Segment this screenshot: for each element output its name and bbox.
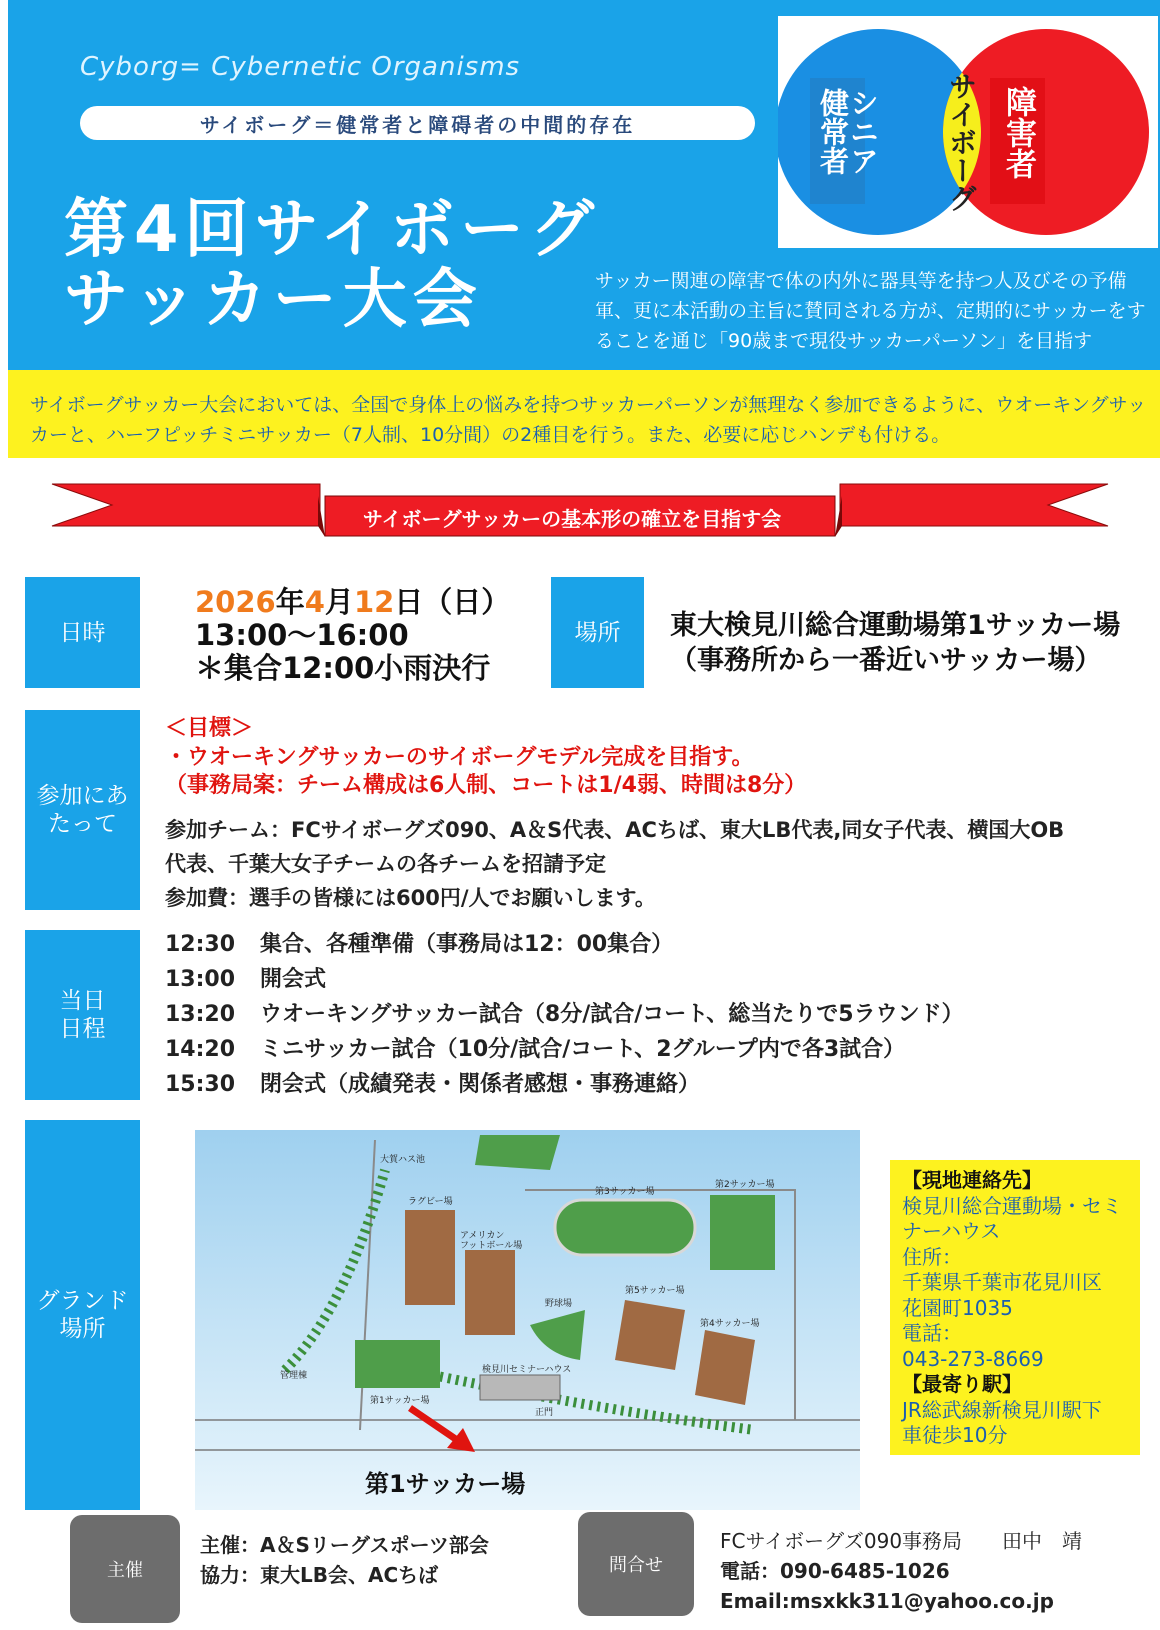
schedule-item: 14:20 ミニサッカー試合（10分/試合/コート、2グループ内で各3試合） (165, 1037, 906, 1062)
title-line2: サッカー大会 (64, 263, 483, 337)
contact-place-line2: ナーハウス (902, 1219, 1001, 1243)
place-note: （事務所から一番近いサッカー場） (670, 645, 1102, 676)
schedule-item: 13:20 ウオーキングサッカー試合（8分/試合/コート、総当たりで5ラウンド） (165, 1002, 964, 1027)
map-field1 (355, 1340, 440, 1388)
ground-label-line1: グランド (36, 1288, 129, 1314)
schedule-item: 15:30 閉会式（成績発表・関係者感想・事務連絡） (165, 1072, 701, 1097)
ribbon-left-fold (318, 496, 325, 537)
event-note: ＊集合12:00小雨決行 (195, 651, 491, 685)
contact-place-line1: 検見川総合運動場・セミ (902, 1193, 1122, 1218)
fee-text: 参加費：選手の皆様には600円/人でお願いします。 (165, 886, 656, 910)
schedule-label-line2: 日程 (59, 1016, 106, 1042)
venn-diagram (778, 16, 1158, 248)
goal-title: ＜目標＞ (165, 716, 254, 741)
map-label-office: 管理棟 (280, 1371, 308, 1381)
station-heading: 【最寄り駅】 (902, 1372, 1022, 1396)
map-american-field (465, 1250, 515, 1335)
map-rugby-field (405, 1210, 455, 1305)
venn-middle: サイボーグ (945, 72, 978, 212)
date-day: 12 (353, 585, 395, 619)
contact-tel-label: 電話： (902, 1321, 962, 1345)
host-text: 主催：A＆Sリーグスポーツ部会 (200, 1533, 489, 1557)
map-caption: 第1サッカー場 (365, 1470, 526, 1498)
schedule-item: 12:30 集合、各種準備（事務局は12：00集合） (165, 932, 674, 957)
date-year: 2026 (195, 585, 276, 619)
inquiry-phone: 電話：090-6485-1026 (720, 1559, 950, 1583)
station-line1: JR総武線新検見川駅下 (902, 1397, 1102, 1422)
inquiry-email[interactable]: Email:msxkk311@yahoo.co.jp (720, 1589, 1054, 1613)
map-label-baseball: 野球場 (545, 1299, 573, 1309)
map-seminar-house (480, 1375, 560, 1400)
ribbon-right-fold (835, 496, 842, 537)
date-day-suffix: 日（日） (394, 585, 511, 619)
schedule-label-line1: 当日 (59, 988, 106, 1014)
subtitle-en: Cyborg= Cybernetic Organisms (80, 52, 521, 82)
contact-box (890, 1160, 1140, 1455)
support-text: 協力：東大LB会、ACちば (200, 1563, 439, 1587)
title-line1: 第4回サイボーグ (64, 193, 601, 267)
date-tsuki: 月 (324, 585, 354, 619)
map-label-field4: 第4サッカー場 (700, 1319, 760, 1329)
date-month: 4 (304, 585, 325, 619)
map-label-pond: 大賀ハス池 (380, 1155, 426, 1165)
map-label-american2: フットボール場 (460, 1241, 523, 1251)
contact-addr-line2: 花園町1035 (902, 1295, 1013, 1320)
ribbon-left-tail (52, 484, 320, 526)
event-time: 13:00～16:00 (195, 618, 409, 652)
map-field3 (555, 1200, 695, 1255)
mission-text: サッカー関連の障害で体の内外に器具等を持つ人及びその予備軍、更に本活動の主旨に賛同される方が、定期的にサッカーをすることを通じ「90歳まで現役サッカーパーソン」を目指す (595, 270, 1146, 352)
venn-right: 障害者 (1000, 86, 1036, 179)
place-name: 東大検見川総合運動場第1サッカー場 (670, 610, 1121, 641)
map-label-gate: 正門 (535, 1408, 554, 1418)
contact-addr-line1: 千葉県千葉市花見川区 (902, 1270, 1102, 1294)
map-label-seminar: 検見川セミナーハウス (482, 1365, 572, 1375)
host-badge: 主催 (70, 1515, 180, 1623)
goal-line2: （事務局案：チーム構成は6人制、コートは1/4弱、時間は8分） (165, 773, 807, 798)
contact-tel: 043-273-8669 (902, 1346, 1044, 1371)
venn-left-col1: シニア (846, 88, 880, 175)
map-field4 (695, 1330, 755, 1405)
ground-label-line2: 場所 (59, 1316, 106, 1342)
goal-line1: ・ウオーキングサッカーのサイボーグモデル完成を目指す。 (165, 745, 754, 770)
inquiry-badge: 問合せ (578, 1512, 694, 1616)
map-field-top (475, 1135, 560, 1170)
contact-addr-label: 住所： (902, 1244, 962, 1269)
schedule-list (165, 927, 964, 1102)
teams-line2: 代表、千葉大女子チームの各チームを招請予定 (165, 852, 606, 876)
contact-heading: 【現地連絡先】 (902, 1168, 1042, 1192)
ground-label (25, 1120, 140, 1510)
intro-band (8, 370, 1160, 458)
map-label-field3: 第3サッカー場 (595, 1187, 655, 1197)
map-label-american: アメリカン (460, 1231, 505, 1241)
map-field2 (710, 1195, 775, 1270)
date-nen: 年 (275, 585, 305, 619)
inquiry-office: FCサイボーグズ090事務局 田中 靖 (720, 1529, 1083, 1553)
map-field5 (615, 1300, 685, 1370)
schedule-item: 13:00 開会式 (165, 967, 327, 992)
venn-left-col2: 健常者 (816, 88, 850, 175)
map-svg (195, 1130, 860, 1510)
ground-map (195, 1130, 860, 1510)
definition-pill: サイボーグ＝健常者と障碍者の中間的存在 (80, 106, 755, 140)
datetime-label: 日時 (25, 577, 140, 688)
schedule-label (25, 930, 140, 1100)
map-label-field5: 第5サッカー場 (625, 1286, 685, 1296)
banner-text: サイボーグサッカーの基本形の確立を目指す会 (362, 506, 782, 531)
place-label: 場所 (551, 577, 644, 688)
station-line2: 車徒歩10分 (902, 1423, 1008, 1447)
map-label-field2: 第2サッカー場 (715, 1180, 775, 1190)
participation-label: 参加にあたって (25, 710, 140, 910)
map-label-field1: 第1サッカー場 (370, 1396, 430, 1406)
ribbon-right-tail (840, 484, 1108, 526)
teams-line1: 参加チーム：FCサイボーグズ090、A＆S代表、ACちば、東大LB代表,同女子代表、横国大OB (165, 818, 1065, 842)
intro-text: サイボーグサッカー大会においては、全国で身体上の悩みを持つサッカーパーソンが無理なく参加できるように、ウオーキングサッカーと、ハーフピッチミニサッカー（7人制、10分間）の2種目を行う。また、必要に応じハンデも付ける。 (30, 394, 1147, 446)
map-label-rugby: ラグビー場 (408, 1197, 453, 1207)
